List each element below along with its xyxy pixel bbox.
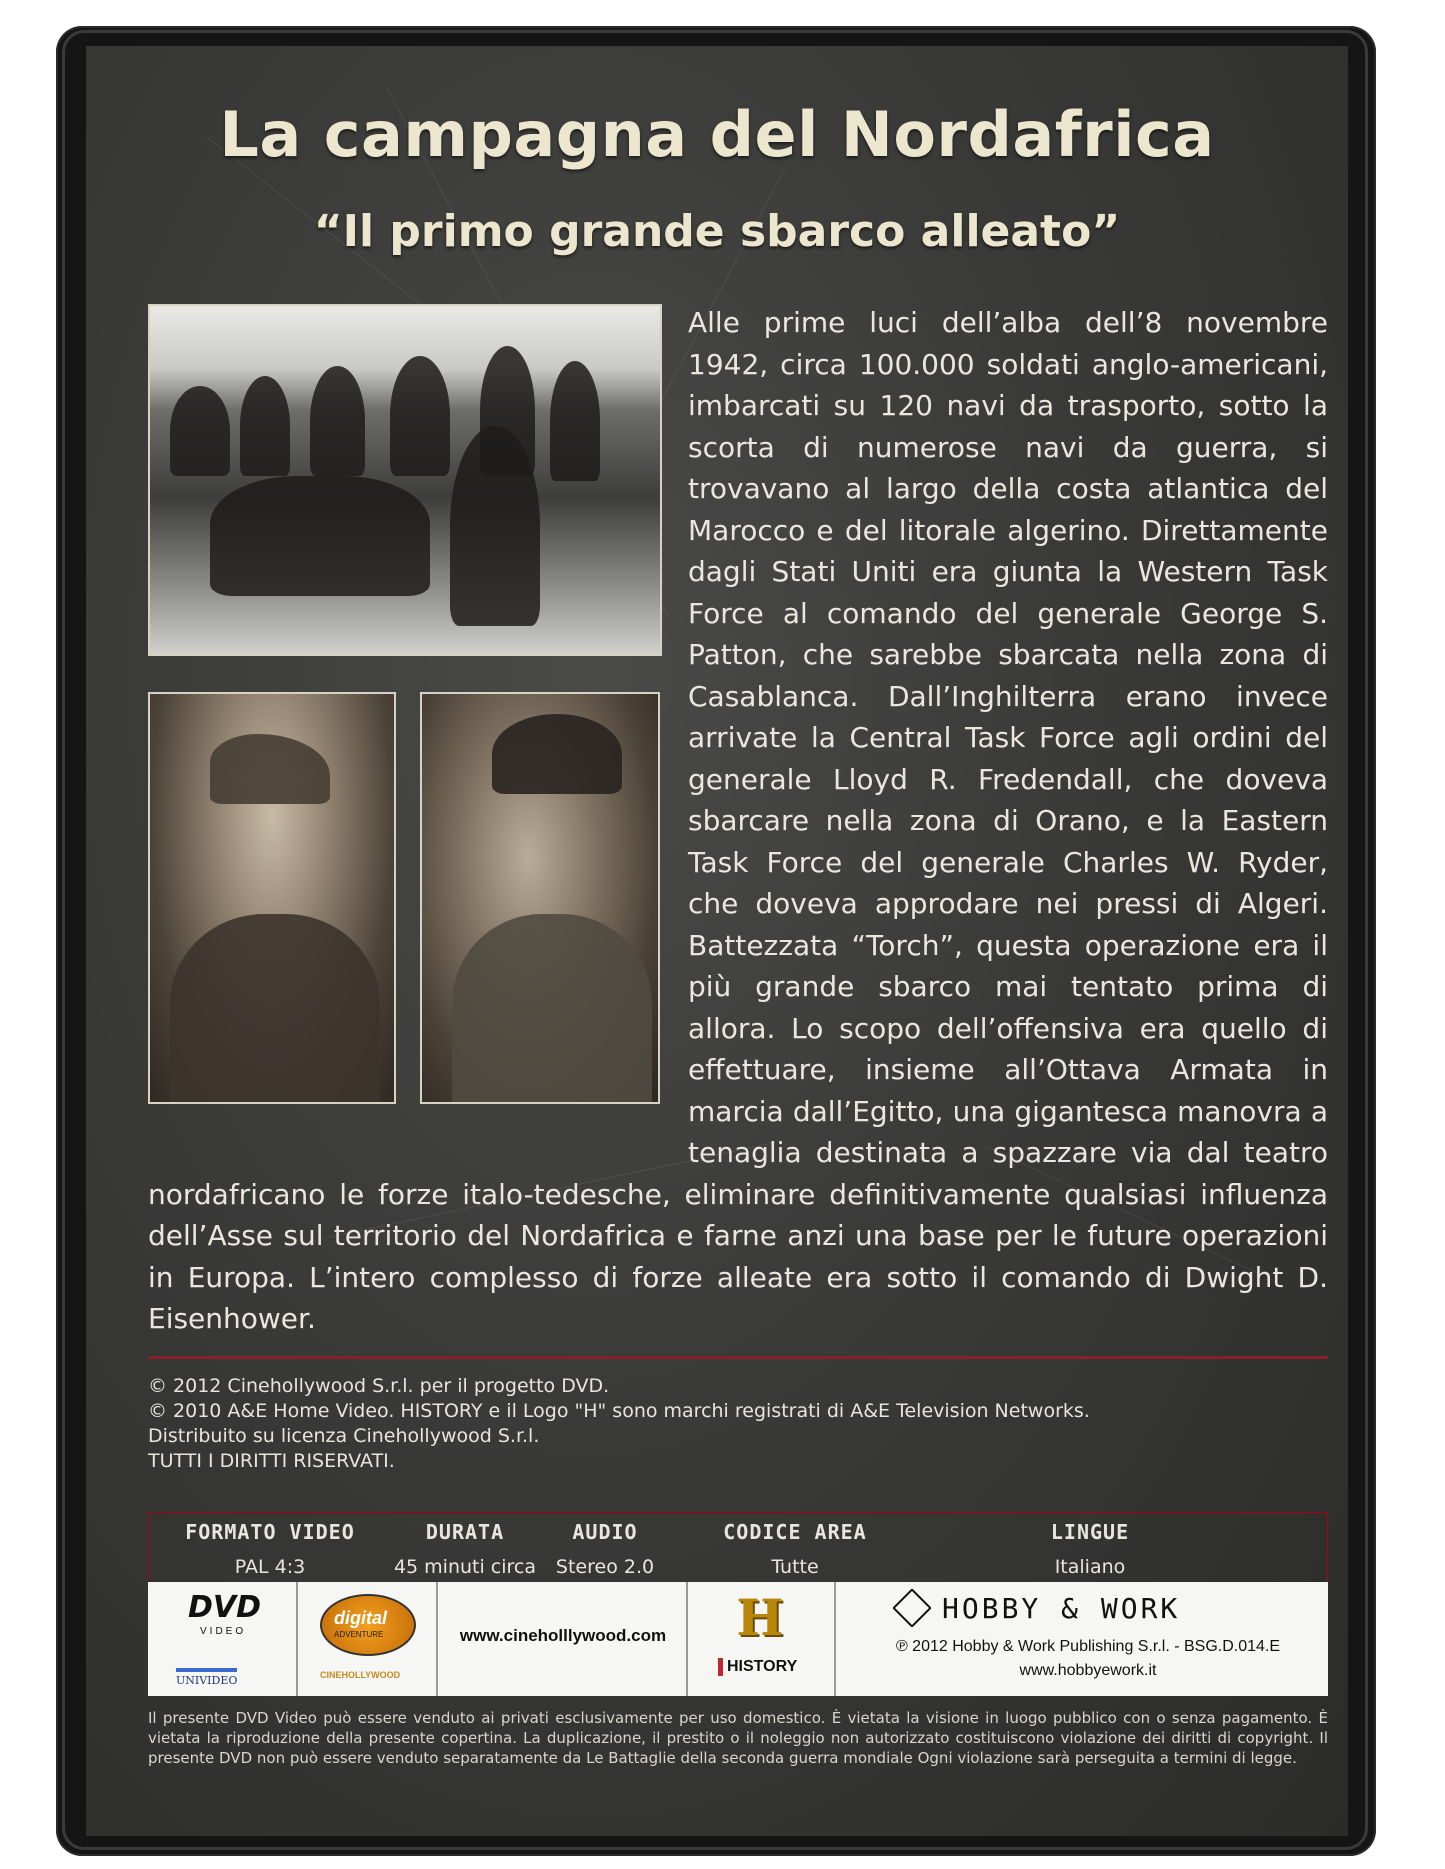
spec-languages (1010, 1520, 1170, 1578)
spec-label: LINGUE (1050, 1520, 1130, 1544)
history-h-icon: H (736, 1588, 784, 1647)
spec-value: Italiano (1054, 1556, 1126, 1578)
credit-line: TUTTI I DIRITTI RISERVATI. (148, 1450, 395, 1472)
dvd-logo: DVD (188, 1590, 262, 1625)
spec-value: 45 minuti circa (393, 1556, 537, 1578)
cover-subtitle: “Il primo grande sbarco alleato” (313, 206, 1121, 257)
univideo-logo: UNIVIDEO (176, 1668, 237, 1687)
spec-value: Tutte (771, 1556, 819, 1578)
spec-audio (540, 1520, 670, 1578)
spec-label: CODICE AREA (723, 1520, 867, 1544)
spec-label: AUDIO (572, 1520, 638, 1544)
history-cell (688, 1582, 836, 1696)
photo-spacer (148, 302, 688, 1164)
synopsis-text (148, 302, 1328, 1340)
dvd-logo-cell (148, 1582, 298, 1696)
credits-block (148, 1374, 1328, 1474)
hobby-work-icon (892, 1588, 932, 1628)
spec-duration (380, 1520, 550, 1578)
spec-label: DURATA (425, 1520, 505, 1544)
spec-region (710, 1520, 880, 1578)
legal-notice: Il presente DVD Video può essere venduto ai privati esclusivamente per uso domestico. È vietata la visione in luogo pubblico con o senza pagamento. È vietata la riproduzione della presente copertina. La duplicazione, il prestito o il noleggio non autorizzato costituiscono violazione dei diritti di copyright. Il presente DVD non può essere venduto separatamente da Le Battaglie della seconda guerra mondiale Ogni violazione sarà perseguita a termini di legge. (148, 1709, 1328, 1767)
dvd-video-label: VIDEO (200, 1626, 247, 1637)
digital-label: digital (334, 1608, 387, 1628)
credit-line: © 2012 Cinehollywood S.r.l. per il progetto DVD. (148, 1375, 610, 1397)
cinehollywood-label: CINEHOLLYWOOD (320, 1670, 401, 1680)
hobby-work-cell (836, 1582, 1328, 1696)
red-divider (148, 1356, 1328, 1359)
credit-line: Distribuito su licenza Cinehollywood S.r.l. (148, 1425, 540, 1447)
credit-line: © 2010 A&E Home Video. HISTORY e il Logo "H" sono marchi registrati di A&E Television Networks. (148, 1400, 1090, 1422)
website-link[interactable]: www.cineholllywood.com (459, 1626, 667, 1645)
spec-format (180, 1520, 360, 1578)
spec-value: PAL 4:3 (234, 1556, 306, 1578)
history-logo: HISTORY (718, 1658, 797, 1676)
cover-title: La campagna del Nordafrica (219, 98, 1215, 171)
back-cover (86, 46, 1348, 1836)
hobby-work-logo: HOBBY & WORK (942, 1592, 1181, 1625)
website-cell (438, 1582, 688, 1696)
adventure-label: ADVENTURE (334, 1630, 384, 1639)
spec-value: Stereo 2.0 (555, 1556, 655, 1578)
hobby-work-website[interactable]: www.hobbyework.it (1019, 1662, 1157, 1679)
digital-adventure-cell (298, 1582, 438, 1696)
hobby-work-copyright: ℗ 2012 Hobby & Work Publishing S.r.l. - BSG.D.014.E (895, 1638, 1281, 1655)
spec-label: FORMATO VIDEO (185, 1520, 355, 1544)
logo-bar (148, 1582, 1328, 1696)
synopsis-body: Alle prime luci dell’alba dell’8 novembre 1942, circa 100.000 soldati anglo-americani, imbarcati su 120 navi da trasporto, sotto la scorta di numerose navi da guerra, si trovavano al largo della costa atlantica del Marocco e del litorale algerino. Direttamente dagli Stati Uniti era giunta la Western Task Force al comando del generale George S. Patton, che sarebbe sbarcata nella zona di Casablanca. Dall’Inghilterra erano invece arrivate la Central Task Force agli ordini del generale Lloyd R. Fredendall, che doveva sbarcare nella zona di Orano, e la Eastern Task Force del generale Charles W. Ryder, che doveva approdare nei pressi di Algeri. Battezzata “Torch”, questa operazione era il più grande sbarco mai tentato prima di allora. Lo scopo dell’offensiva era quello di effettuare, insieme all’Ottava Armata in marcia dall’Egitto, una gigantesca manovra a tenaglia destinata a spazzare via dal teatro nordafricano le forze italo-tedesche, eliminare definitivamente qualsiasi influenza dell’Asse sul territorio del Nordafrica e farne anzi una base per le future operazioni in Europa. L’intero complesso di forze alleate era sotto il comando di Dwight D. Eisenhower. (148, 306, 1328, 1335)
